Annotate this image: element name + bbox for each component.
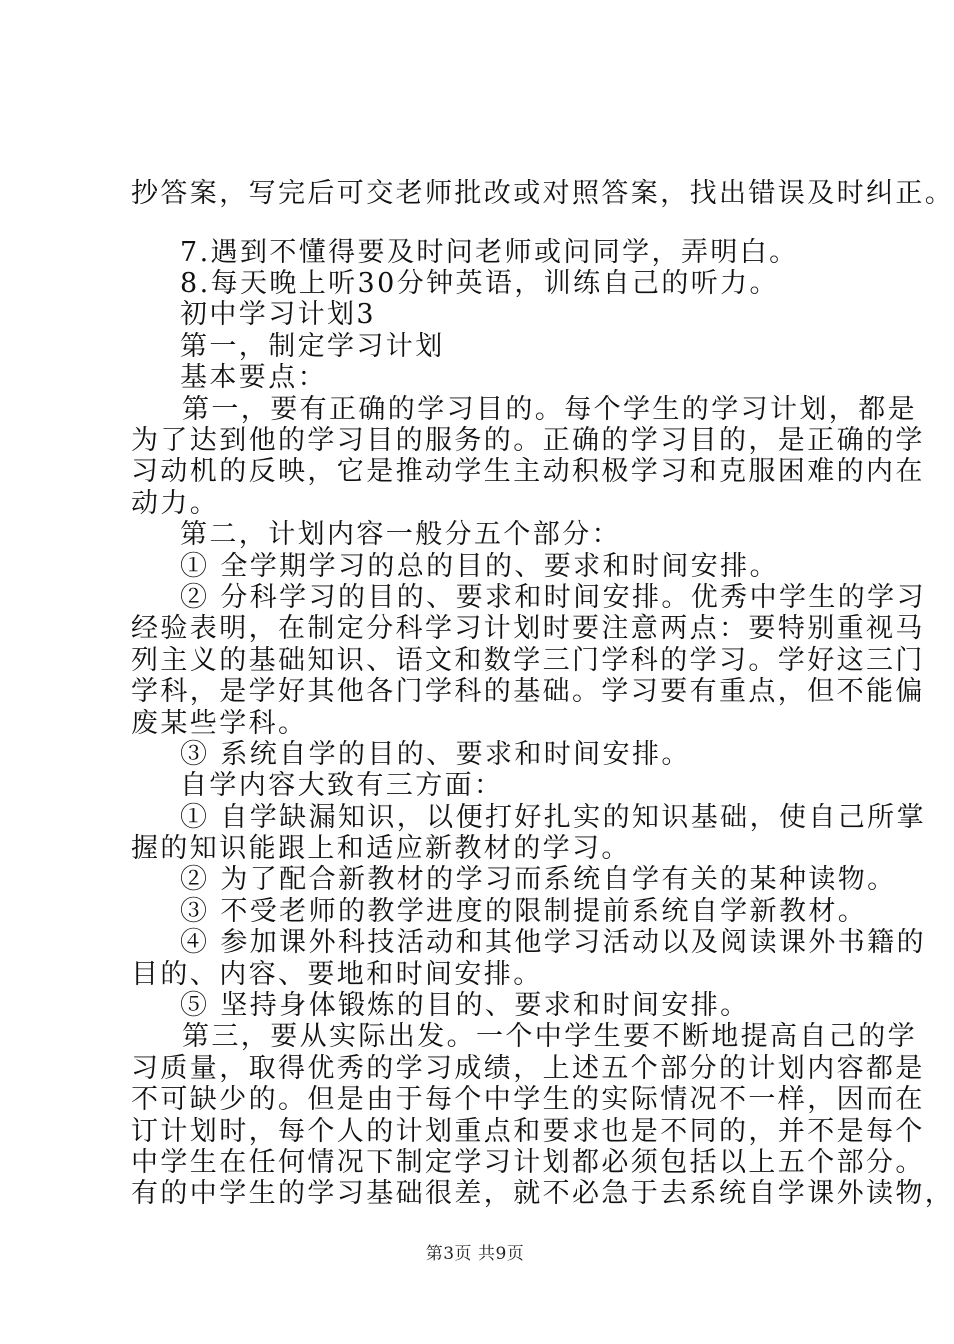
body-line: 动力。 — [131, 488, 220, 519]
body-line: ④ 参加课外科技活动和其他学习活动以及阅读课外书籍的 — [180, 927, 926, 958]
body-line: 废某些学科。 — [131, 708, 308, 739]
body-line: ③ 不受老师的教学进度的限制提前系统自学新教材。 — [180, 896, 868, 927]
body-line: 订计划时，每个人的计划重点和要求也是不同的，并不是每个 — [131, 1116, 925, 1147]
body-line: 经验表明，在制定分科学习计划时要注意两点：要特别重视马 — [131, 613, 925, 644]
body-line: ③ 系统自学的目的、要求和时间安排。 — [180, 739, 691, 770]
body-line: ② 分科学习的目的、要求和时间安排。优秀中学生的学习 — [180, 582, 926, 613]
body-line: 有的中学生的学习基础很差，就不必急于去系统自学课外读物， — [131, 1178, 954, 1209]
body-line: ① 全学期学习的总的目的、要求和时间安排。 — [180, 551, 779, 582]
body-line: ② 为了配合新教材的学习而系统自学有关的某种读物。 — [180, 864, 897, 895]
body-line: ① 自学缺漏知识，以便打好扎实的知识基础，使自己所掌 — [180, 802, 926, 833]
body-line: 第二，计划内容一般分五个部分： — [180, 519, 621, 550]
section-heading: 初中学习计划3 — [180, 299, 376, 330]
body-line: 握的知识能跟上和适应新教材的学习。 — [131, 833, 631, 864]
body-line: 为了达到他的学习目的服务的。正确的学习目的，是正确的学 — [131, 425, 925, 456]
body-line: 习动机的反映，它是推动学生主动积极学习和克服困难的内在 — [131, 456, 925, 487]
page-number-footer: 第3页 共9页 — [425, 1244, 525, 1264]
body-line: ⑤ 坚持身体锻炼的目的、要求和时间安排。 — [180, 990, 750, 1021]
body-line: 第一，要有正确的学习目的。每个学生的学习计划，都是 — [182, 394, 917, 425]
body-line: 不可缺少的。但是由于每个中学生的实际情况不一样，因而在 — [131, 1084, 925, 1115]
body-line: 学科，是学好其他各门学科的基础。学习要有重点，但不能偏 — [131, 676, 925, 707]
body-line: 目的、内容、要地和时间安排。 — [131, 959, 543, 990]
body-line: 抄答案，写完后可交老师批改或对照答案，找出错误及时纠正。 — [131, 178, 954, 209]
body-line: 基本要点： — [180, 362, 327, 393]
body-line: 中学生在任何情况下制定学习计划都必须包括以上五个部分。 — [131, 1147, 925, 1178]
body-line: 第三，要从实际出发。一个中学生要不断地提高自己的学 — [182, 1021, 917, 1052]
body-line: 8.每天晚上听30分钟英语，训练自己的听力。 — [180, 268, 779, 299]
body-line: 7.遇到不懂得要及时问老师或问同学，弄明白。 — [180, 237, 799, 268]
section-heading: 第一，制定学习计划 — [180, 331, 445, 362]
body-line: 习质量，取得优秀的学习成绩，上述五个部分的计划内容都是 — [131, 1053, 925, 1084]
body-line: 列主义的基础知识、语文和数学三门学科的学习。学好这三门 — [131, 645, 925, 676]
body-line: 自学内容大致有三方面： — [180, 770, 504, 801]
